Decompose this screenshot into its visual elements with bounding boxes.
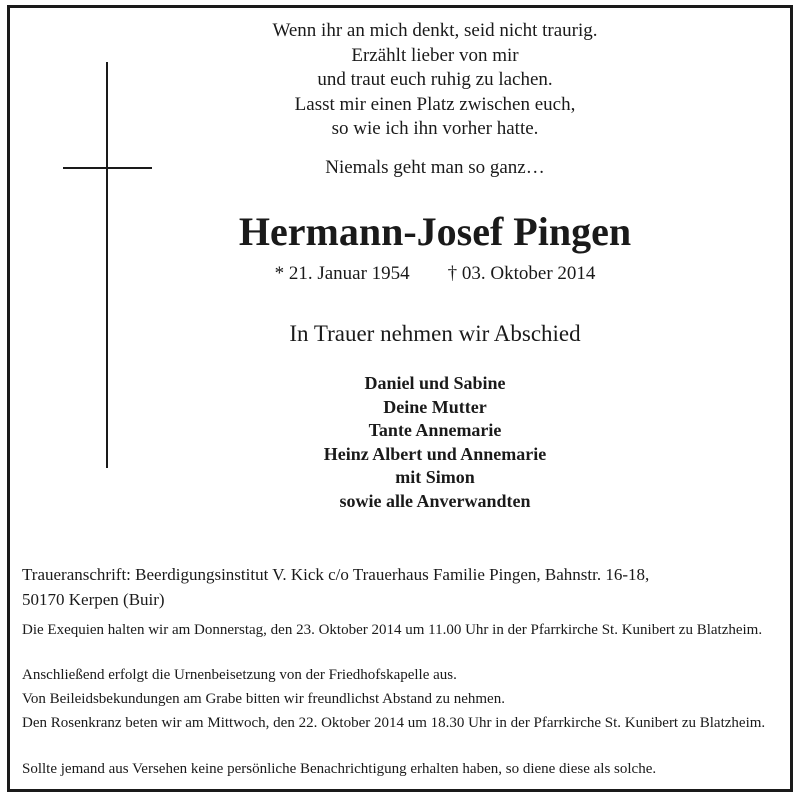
mourners-list	[220, 372, 650, 513]
mourning-address	[22, 562, 782, 612]
motto: Niemals geht man so ganz…	[325, 157, 545, 178]
birth-date: * 21. Januar 1954	[274, 263, 410, 284]
deceased-name: Hermann-Josef Pingen	[238, 209, 632, 254]
address-line: Traueranschrift: Beerdigungsinstitut V. Kick c/o Trauerhaus Familie Pingen, Bahnstr. 16-18,	[22, 565, 650, 584]
poem-line: so wie ich ihn vorher hatte.	[331, 118, 539, 139]
cross-vertical-bar	[106, 62, 108, 468]
life-dates	[180, 262, 690, 286]
poem-line: Erzählt lieber von mir	[351, 44, 519, 66]
poem-line: Wenn ihr an mich denkt, seid nicht traurig.	[272, 20, 598, 41]
address-line: 50170 Kerpen (Buir)	[22, 590, 165, 609]
info-exequien: Die Exequien halten wir am Donnerstag, den 23. Oktober 2014 um 11.00 Uhr in der Pfarrkirche St. Kunibert zu Blatzheim.	[22, 622, 763, 638]
info-hinweis: Sollte jemand aus Versehen keine persönliche Benachrichtigung erhalten haben, so diene diese als solche.	[22, 761, 657, 777]
mourner: Heinz Albert und Annemarie	[323, 443, 547, 464]
mourner: Tante Annemarie	[368, 420, 502, 440]
cross-horizontal-bar	[63, 167, 152, 169]
info-beileid: Von Beileidsbekundungen am Grabe bitten wir freundlichst Abstand zu nehmen.	[22, 691, 505, 707]
mourner: Daniel und Sabine	[364, 373, 506, 393]
poem-line: Lasst mir einen Platz zwischen euch,	[294, 93, 576, 115]
mourner: sowie alle Anverwandten	[339, 490, 531, 511]
farewell-heading: In Trauer nehmen wir Abschied	[289, 321, 581, 346]
mourner: mit Simon	[395, 467, 475, 487]
poem-line: und traut euch ruhig zu lachen.	[317, 69, 553, 90]
poem	[230, 19, 640, 142]
info-rosenkranz: Den Rosenkranz beten wir am Mittwoch, den 22. Oktober 2014 um 18.30 Uhr in der Pfarrkirche St. Kunibert zu Blatzheim.	[22, 715, 766, 731]
mourner: Deine Mutter	[383, 396, 487, 417]
death-date: † 03. Oktober 2014	[447, 263, 596, 284]
info-urnenbeisetzung: Anschließend erfolgt die Urnenbeisetzung von der Friedhofskapelle aus.	[22, 667, 457, 683]
